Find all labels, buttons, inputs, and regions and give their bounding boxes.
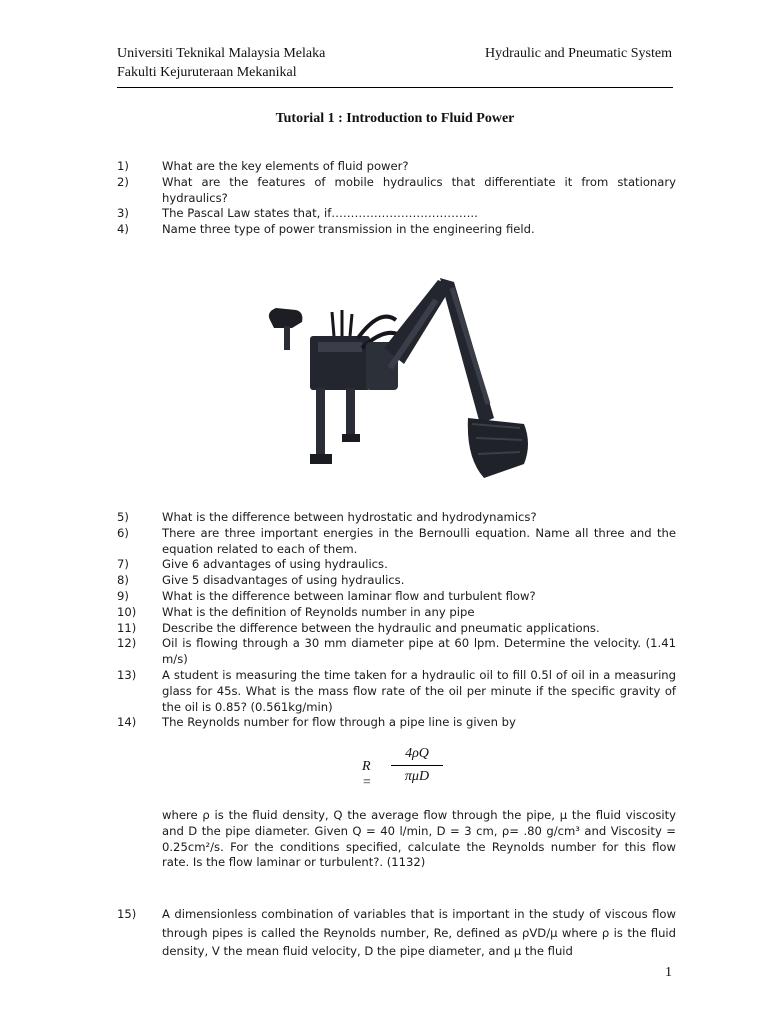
header-course: Hydraulic and Pneumatic System <box>484 46 672 61</box>
question-item <box>117 159 676 175</box>
header-left <box>117 44 325 82</box>
question-text: Name three type of power transmission in the engineering field. <box>162 222 535 237</box>
question-item <box>117 510 676 526</box>
question-text: Give 6 advantages of using hydraulics. <box>162 557 388 572</box>
question-text: A student is measuring the time taken for a hydraulic oil to fill 0.5l of oil in a measuring glass for 45s. What is the mass flow rate of the oil per minute if the specific gravity of the oil is 0.85? (0.561kg/min) <box>162 667 676 714</box>
question-list-part1 <box>117 159 676 238</box>
page-title: Tutorial 1 : Introduction to Fluid Power <box>275 111 515 126</box>
question-text: The Reynolds number for flow through a pipe line is given by <box>162 715 516 730</box>
question-item <box>117 573 676 589</box>
question-item <box>117 206 676 222</box>
header-divider <box>117 87 673 88</box>
formula-numerator: 4ρQ <box>405 746 429 761</box>
question-item <box>117 175 676 207</box>
question-item <box>117 668 676 715</box>
question-text: Describe the difference between the hydraulic and pneumatic applications. <box>162 620 600 635</box>
question-number: 8) <box>117 573 129 588</box>
question-14-paragraph: where ρ is the fluid density, Q the average flow through the pipe, μ the fluid viscosity and D the pipe diameter. Given Q = 40 l/min, D = 3 cm, ρ= .80 g/cm³ and Viscosity = 0.25cm²/s. For the conditions specified, calculate the Reynolds number for this flow rate. Is the flow laminar or turbulent?. (1132) <box>162 808 676 870</box>
formula-lhs: R = <box>362 759 372 790</box>
question-number: 10) <box>117 604 137 619</box>
header-faculty: Fakulti Kejuruteraan Mekanikal <box>117 65 297 80</box>
question-number: 15) <box>117 907 137 921</box>
question-number: 9) <box>117 588 129 603</box>
question-number: 3) <box>117 206 129 221</box>
question-item <box>117 222 676 238</box>
question-number: 14) <box>117 715 137 730</box>
question-item <box>117 636 676 668</box>
question-15 <box>117 905 676 961</box>
question-item <box>117 715 676 731</box>
question-item <box>117 557 676 573</box>
formula-fraction <box>391 746 443 785</box>
question-item <box>117 621 676 637</box>
question-text: What is the difference between laminar flow and turbulent flow? <box>162 588 536 603</box>
question-number: 7) <box>117 557 129 572</box>
backhoe-image <box>262 268 532 492</box>
question-text: A dimensionless combination of variables that is important in the study of viscous flow through pipes is called the Reynolds number, Re, defined as ρVD/μ where ρ is the fluid density, V the mean fluid velocity, D the pipe diameter, and μ the fluid <box>162 907 676 958</box>
question-item <box>117 526 676 558</box>
question-text: Give 5 disadvantages of using hydraulics. <box>162 573 405 588</box>
question-item <box>117 605 676 621</box>
question-text: What is the definition of Reynolds number in any pipe <box>162 604 475 619</box>
question-list-part2 <box>117 510 676 731</box>
formula-denominator: πμD <box>404 769 430 784</box>
question-text: What is the difference between hydrostatic and hydrodynamics? <box>162 510 537 524</box>
question-text: What are the features of mobile hydraulics that differentiate it from stationary hydraulics? <box>162 174 676 205</box>
header-university: Universiti Teknikal Malaysia Melaka <box>117 46 326 61</box>
question-item <box>117 905 676 961</box>
question-number: 12) <box>117 636 137 651</box>
question-number: 13) <box>117 667 137 682</box>
question-text: Oil is flowing through a 30 mm diameter pipe at 60 lpm. Determine the velocity. (1.41 m/s) <box>162 636 676 667</box>
question-number: 4) <box>117 222 129 237</box>
question-text: There are three important energies in the Bernoulli equation. Name all three and the equation related to each of them. <box>162 525 676 556</box>
question-number: 5) <box>117 510 129 524</box>
question-number: 6) <box>117 525 129 540</box>
question-number: 2) <box>117 174 129 189</box>
question-text: What are the key elements of fluid power? <box>162 159 409 173</box>
question-text: The Pascal Law states that, if……………………………….. <box>162 206 478 221</box>
page-number: 1 <box>665 965 672 980</box>
fraction-bar <box>391 765 443 766</box>
question-item <box>117 589 676 605</box>
question-number: 1) <box>117 159 129 173</box>
question-number: 11) <box>117 620 137 635</box>
